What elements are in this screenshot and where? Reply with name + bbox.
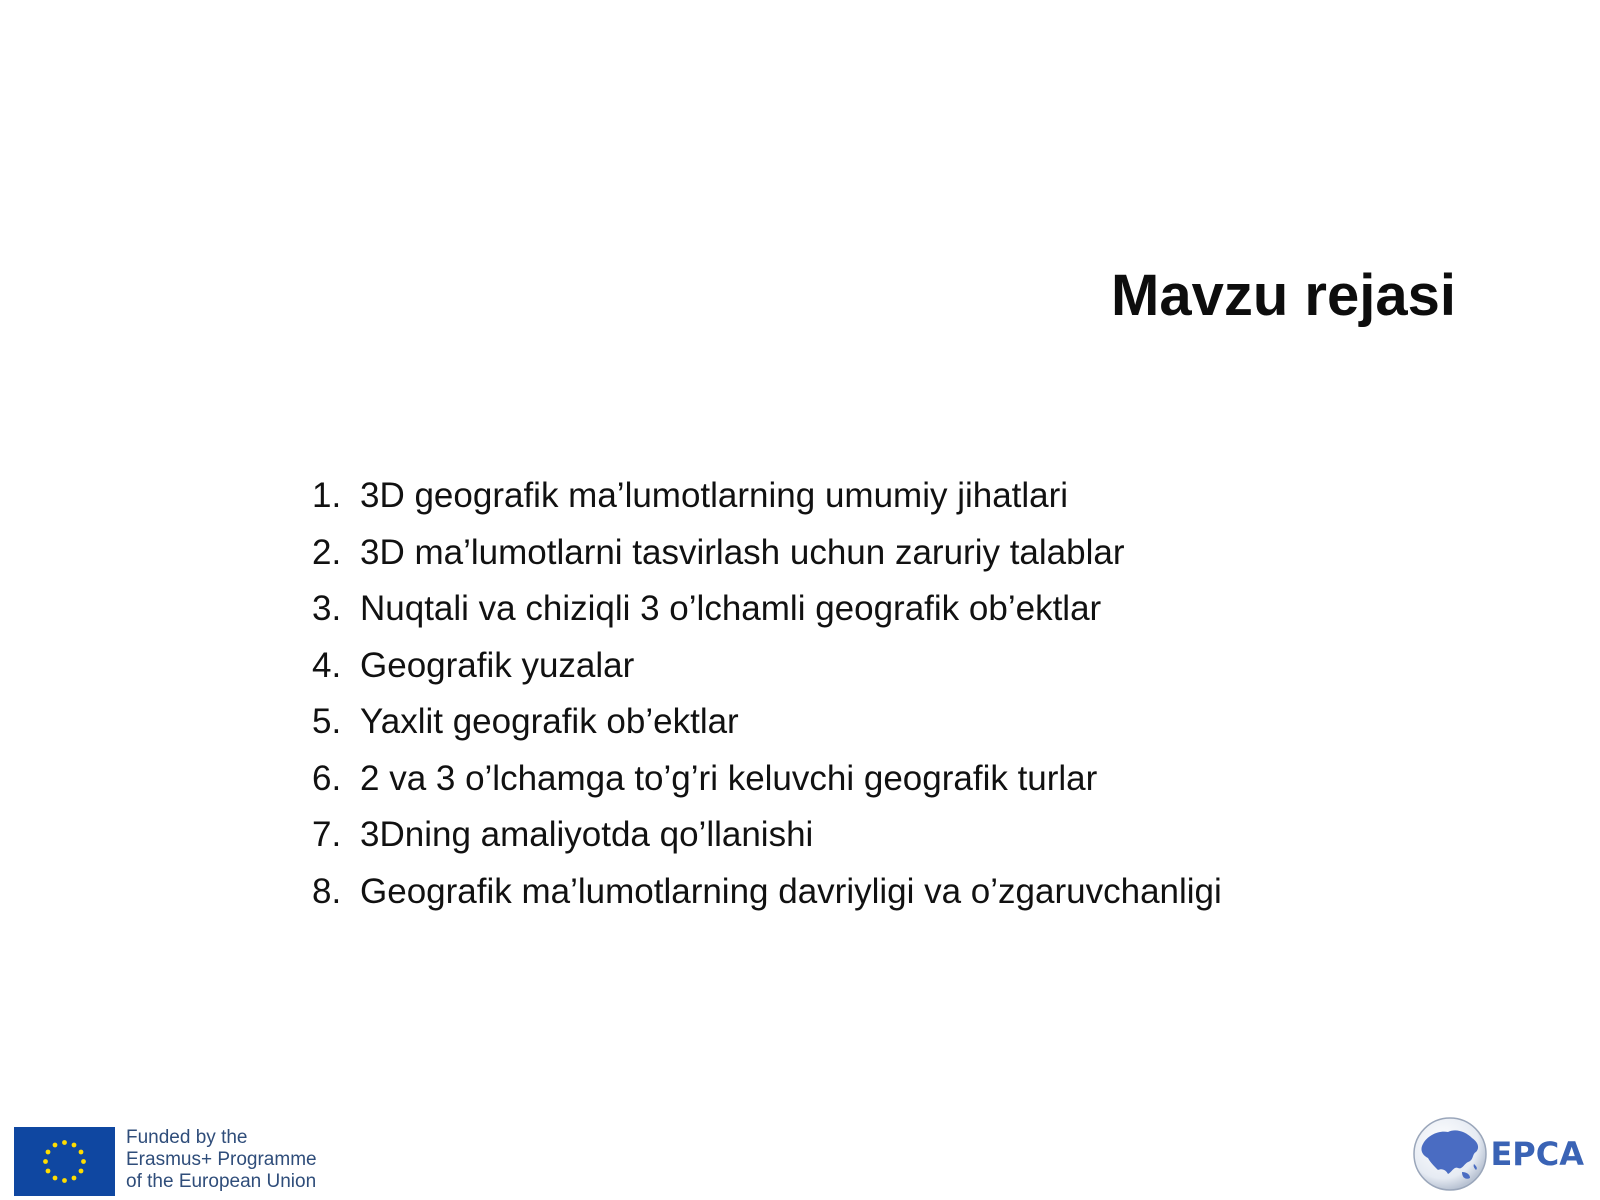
topic-text: Yaxlit geografik ob’ektlar xyxy=(360,702,739,741)
topic-text: Geografik yuzalar xyxy=(360,645,635,685)
topic-item xyxy=(312,589,1222,646)
topic-item xyxy=(312,533,1222,590)
topic-item xyxy=(312,702,1222,759)
topic-item xyxy=(312,646,1222,703)
topic-number: 5. xyxy=(312,702,342,741)
slide-title: Mavzu rejasi xyxy=(1111,263,1456,328)
erasmus-text-line: of the European Union xyxy=(126,1171,317,1192)
epca-logo xyxy=(1412,1116,1584,1192)
topic-text: 3D ma’lumotlarni tasvirlash uchun zaruriy talablar xyxy=(360,532,1125,572)
topic-text: 3Dning amaliyotda qo’llanishi xyxy=(360,815,814,854)
erasmus-logo xyxy=(14,1127,317,1196)
asia-globe-icon xyxy=(1412,1116,1488,1192)
topic-text: Nuqtali va chiziqli 3 o’lchamli geografik ob’ektlar xyxy=(360,589,1102,628)
erasmus-text-line: Erasmus+ Programme xyxy=(126,1149,317,1170)
topic-item xyxy=(312,759,1222,816)
epca-label: EPCA xyxy=(1490,1135,1584,1173)
topic-number: 3. xyxy=(312,589,342,628)
topic-text: 2 va 3 o’lchamga to’g’ri keluvchi geografik turlar xyxy=(360,758,1098,798)
topic-number: 8. xyxy=(312,871,342,911)
topic-number: 2. xyxy=(312,532,342,572)
erasmus-text xyxy=(126,1127,317,1193)
topic-item xyxy=(312,815,1222,872)
topic-number: 7. xyxy=(312,815,342,854)
topic-item xyxy=(312,872,1222,929)
eu-flag-icon xyxy=(14,1127,115,1196)
topic-number: 4. xyxy=(312,645,342,685)
topic-text: 3D geografik ma’lumotlarning umumiy jihatlari xyxy=(360,476,1069,515)
erasmus-text-line: Funded by the xyxy=(126,1127,248,1148)
topic-list xyxy=(312,476,1222,928)
topic-number: 1. xyxy=(312,476,342,515)
topic-text: Geografik ma’lumotlarning davriyligi va o’zgaruvchanligi xyxy=(360,871,1222,911)
topic-number: 6. xyxy=(312,758,342,798)
topic-item xyxy=(312,476,1222,533)
